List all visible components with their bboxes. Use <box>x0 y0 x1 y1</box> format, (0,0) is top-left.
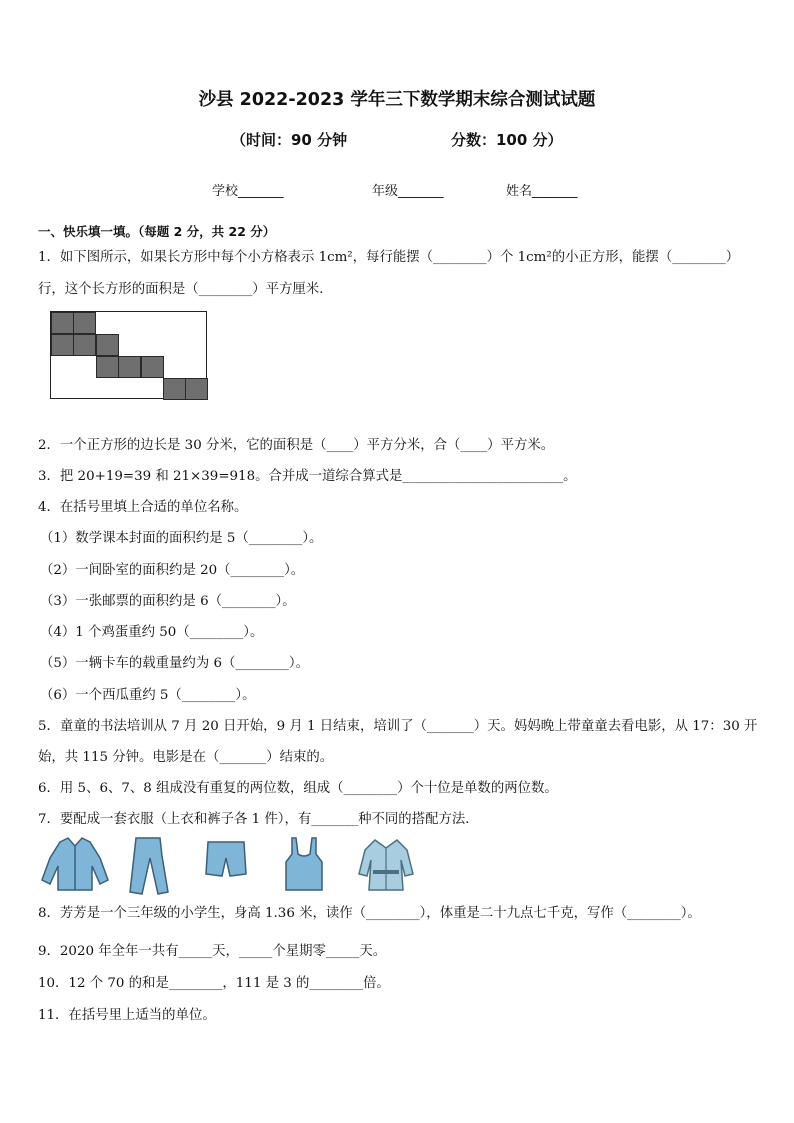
grid-shaded-cell <box>51 334 74 356</box>
question-9: 9．2020 年全年一共有_____天，_____个星期零_____天。 <box>38 944 387 959</box>
question-3: 3．把 20+19=39 和 21×39=918。合并成一道综合算式是________________________。 <box>38 469 577 484</box>
grid-shaded-cell <box>73 312 96 334</box>
grid-shaded-cell <box>96 356 119 378</box>
page-title: 沙县 2022-2023 学年三下数学期末综合测试试题 <box>198 90 596 110</box>
question-1-line-2: 行，这个长方形的面积是（________）平方厘米． <box>38 282 333 297</box>
shorts-icon <box>204 836 248 880</box>
grid-shaded-cell <box>118 356 141 378</box>
question-4-2: （2）一间卧室的面积约是 20（________）。 <box>40 563 305 578</box>
exam-score: 分数：100 分） <box>451 131 563 149</box>
exam-time: （时间：90 分钟 <box>231 131 348 149</box>
grid-shaded-cell <box>141 356 164 378</box>
grid-shaded-cell <box>163 378 186 400</box>
question-2: 2．一个正方形的边长是 30 分米，它的面积是（____）平方分米，合（____）平方米。 <box>38 438 555 453</box>
question-6: 6．用 5、6、7、8 组成没有重复的两位数，组成（________）个十位是单数的两位数。 <box>38 781 558 796</box>
question-5-line-2: 始，共 115 分钟。电影是在（_______）结束的。 <box>38 750 334 765</box>
grid-shaded-cell <box>185 378 208 400</box>
name-field: 姓名_______ <box>506 184 578 199</box>
question-4-3: （3）一张邮票的面积约是 6（________）。 <box>40 594 296 609</box>
question-4: 4．在括号里填上合适的单位名称。 <box>38 500 248 515</box>
question-8: 8．芳芳是一个三年级的小学生，身高 1.36 米，读作（________），体重是二十九点七千克，写作（________）。 <box>38 906 701 921</box>
question-4-1: （1）数学课本封面的面积约是 5（________）。 <box>40 531 323 546</box>
grid-shaded-cell <box>96 334 119 356</box>
grid-shaded-cell <box>51 312 74 334</box>
question-11: 11．在括号里上适当的单位。 <box>38 1008 216 1023</box>
grade-field: 年级_______ <box>372 184 444 199</box>
vest-icon <box>284 836 324 892</box>
jacket-icon <box>38 836 112 894</box>
question-1-line-1: 1．如下图所示，如果长方形中每个小方格表示 1cm²，每行能摆（________）个 1cm²的小正方形，能摆（________） <box>38 250 740 265</box>
trousers-icon <box>126 836 170 896</box>
rectangle-grid-figure <box>50 311 207 399</box>
question-5-line-1: 5．童童的书法培训从 7 月 20 日开始，9 月 1 日结束，培训了（_______）天。妈妈晚上带童童去看电影，从 17：30 开 <box>38 719 758 734</box>
school-field: 学校_______ <box>212 184 284 199</box>
question-7: 7．要配成一套衣服（上衣和裤子各 1 件），有_______种不同的搭配方法． <box>38 812 479 827</box>
question-4-4: （4）1 个鸡蛋重约 50（________）。 <box>40 625 264 640</box>
coat-icon <box>357 836 415 892</box>
question-4-5: （5）一辆卡车的载重量约为 6（________）。 <box>40 656 310 671</box>
grid-shaded-cell <box>73 334 96 356</box>
question-10: 10．12 个 70 的和是________，111 是 3 的________倍。 <box>38 976 390 991</box>
section-heading: 一、快乐填一填。（每题 2 分，共 22 分） <box>38 224 276 239</box>
question-4-6: （6）一个西瓜重约 5（________）。 <box>40 688 256 703</box>
